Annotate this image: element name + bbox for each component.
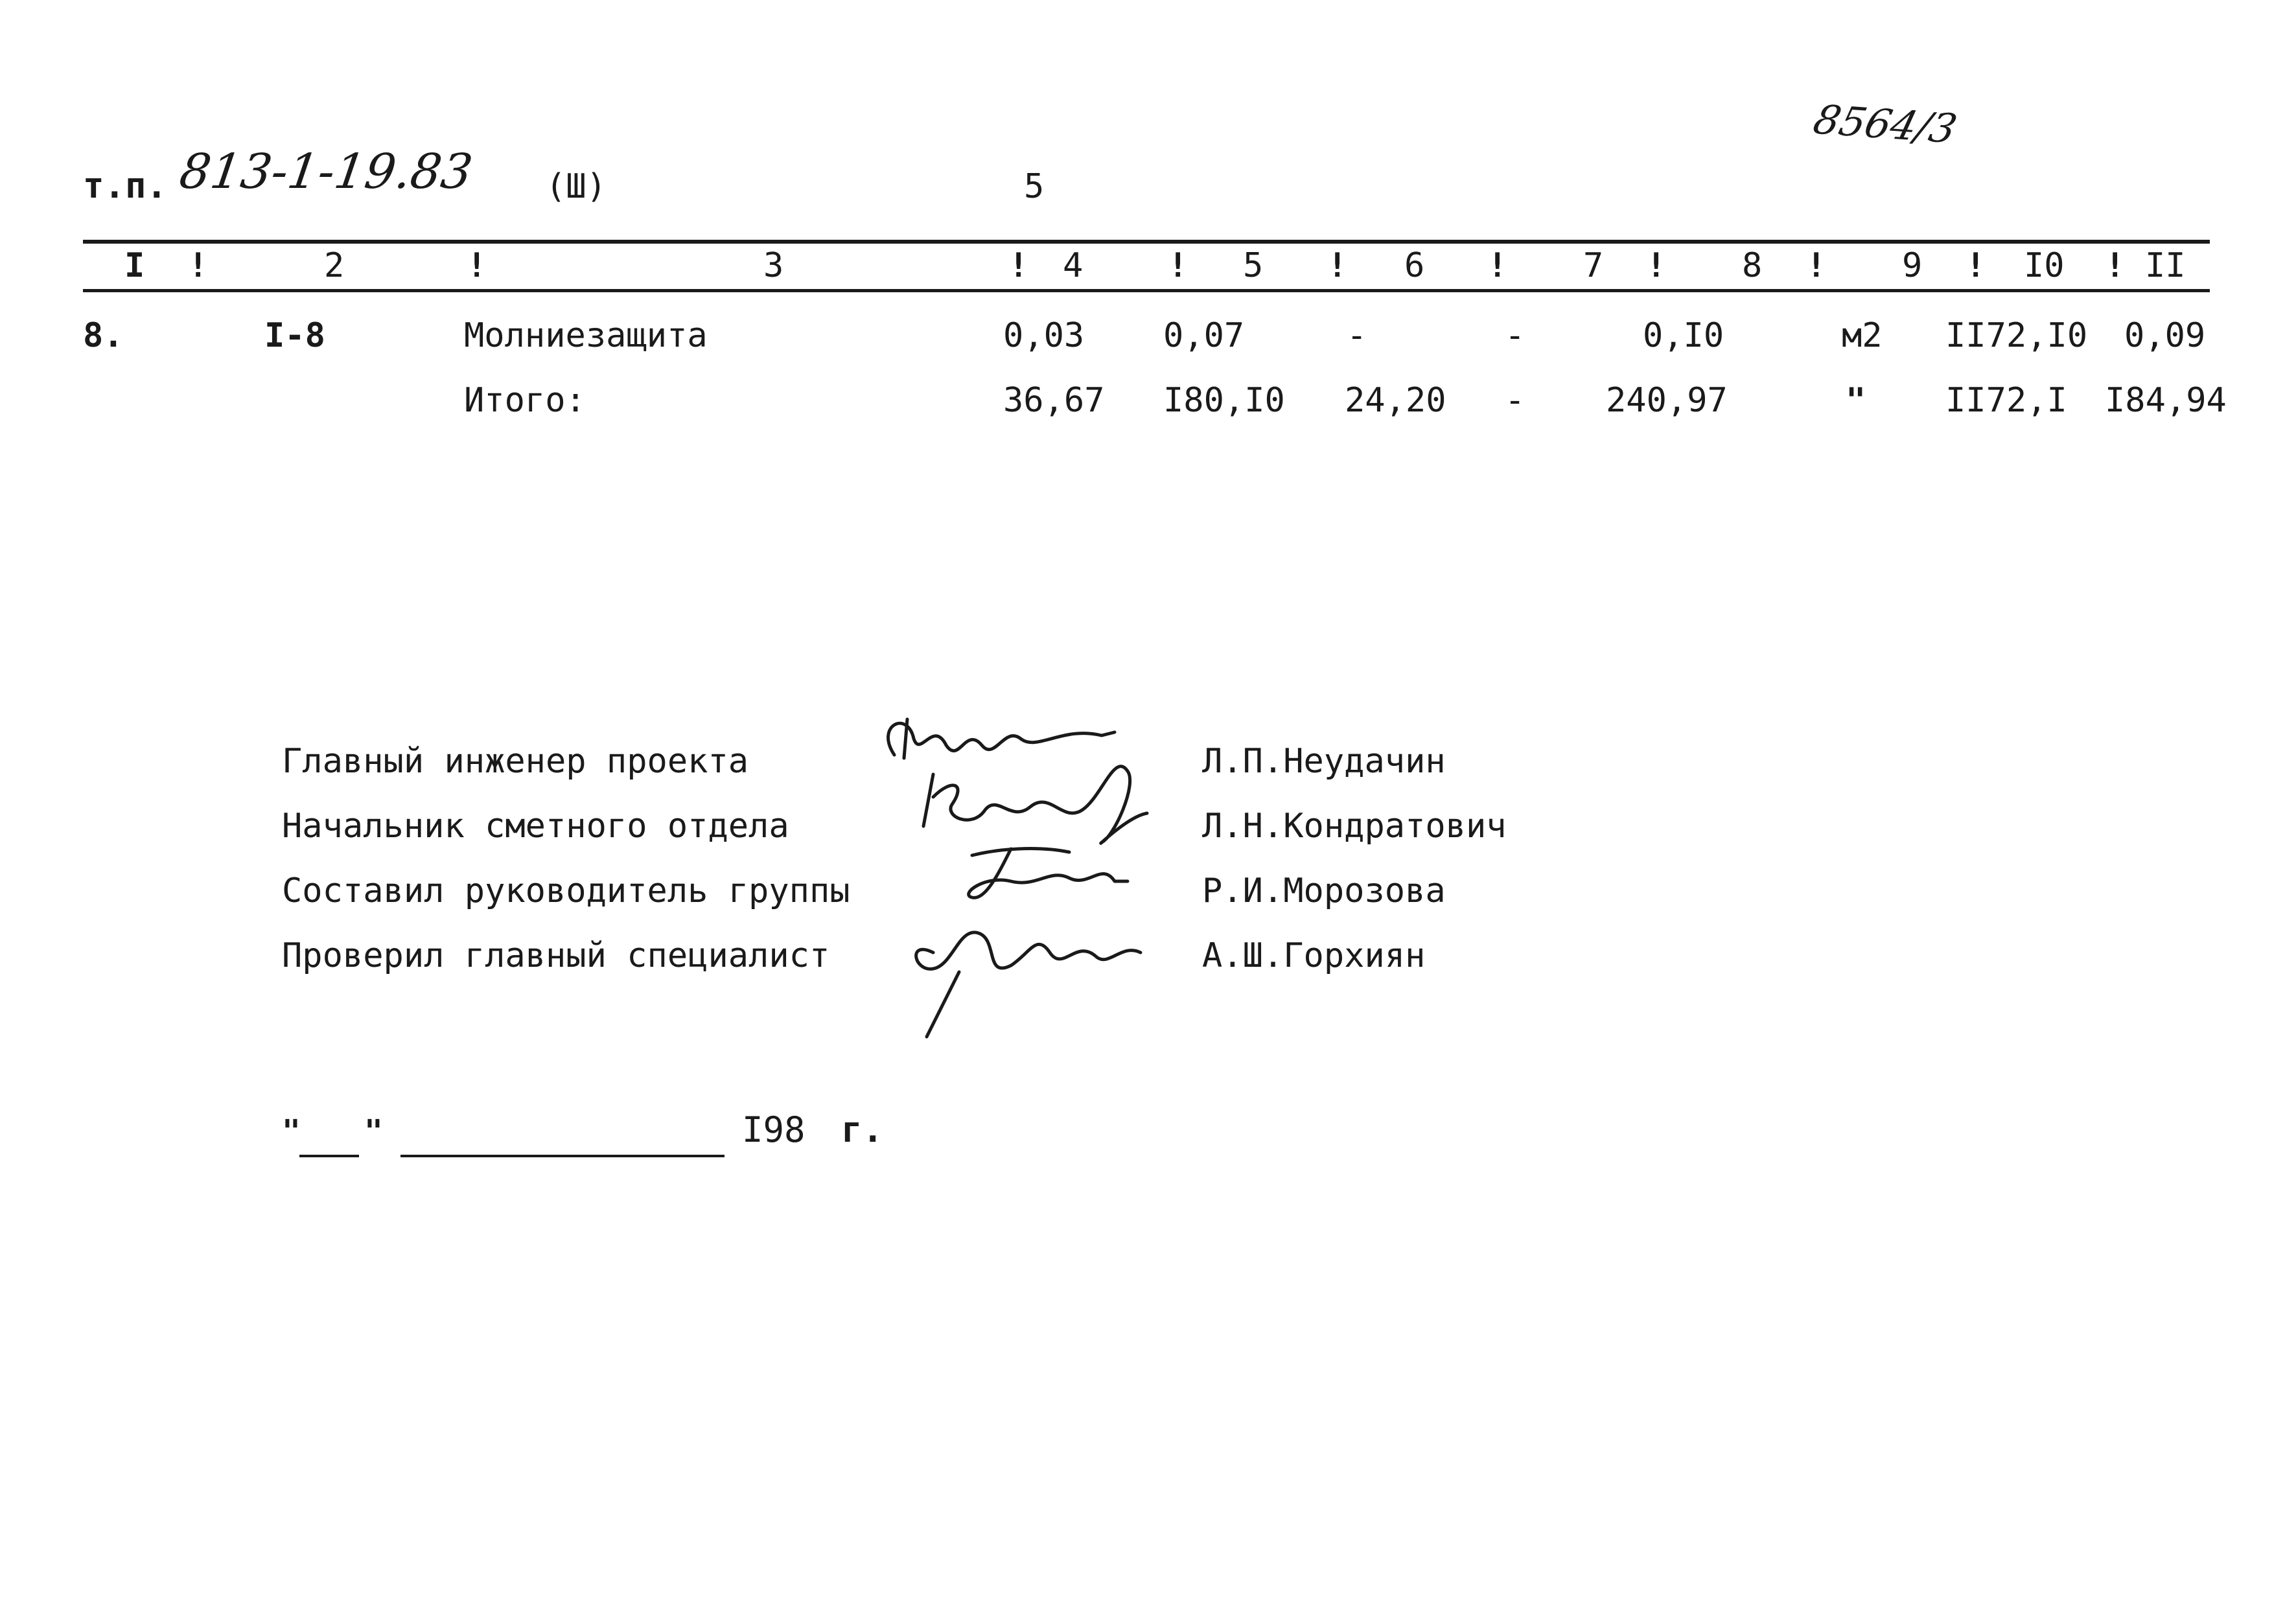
signature-name: А.Ш.Горхиян bbox=[1202, 936, 1426, 975]
date-open-quote: " bbox=[282, 1113, 301, 1150]
col-header-9: 9 bbox=[1902, 246, 1923, 285]
signature-role: Составил руководитель группы bbox=[282, 872, 850, 910]
table-cell: 0,03 bbox=[1003, 316, 1085, 355]
col-separator: ! bbox=[467, 246, 487, 285]
totals-label: Итого: bbox=[464, 381, 586, 420]
page-number: 5 bbox=[1024, 167, 1045, 206]
col-separator: ! bbox=[1646, 246, 1667, 285]
tp-number-handwritten: 813-1-19.83 bbox=[176, 144, 476, 200]
col-header-3: 3 bbox=[763, 246, 784, 285]
table-cell: 8. bbox=[83, 316, 124, 355]
table-cell: I80,I0 bbox=[1163, 381, 1285, 420]
table-cell: 0,09 bbox=[2124, 316, 2206, 355]
col-header-6: 6 bbox=[1404, 246, 1425, 285]
col-separator: ! bbox=[1806, 246, 1827, 285]
col-separator: ! bbox=[1487, 246, 1508, 285]
col-header-11: II bbox=[2145, 246, 2186, 285]
table-cell: - bbox=[1505, 316, 1525, 355]
table-cell: 0,07 bbox=[1163, 316, 1245, 355]
date-close-quote: " bbox=[364, 1113, 383, 1150]
col-header-8: 8 bbox=[1742, 246, 1763, 285]
table-cell: - bbox=[1505, 381, 1525, 420]
col-separator: ! bbox=[1168, 246, 1189, 285]
date-year-suffix: г. bbox=[841, 1109, 884, 1150]
col-separator: ! bbox=[188, 246, 209, 285]
table-cell: 36,67 bbox=[1003, 381, 1105, 420]
col-header-5: 5 bbox=[1243, 246, 1264, 285]
signature-name: Л.П.Неудачин bbox=[1202, 742, 1446, 781]
table-cell: " bbox=[1846, 381, 1866, 420]
table-cell: I84,94 bbox=[2105, 381, 2227, 420]
signature-name: Р.И.Морозова bbox=[1202, 872, 1446, 910]
col-separator: ! bbox=[2105, 246, 2126, 285]
date-year: I98 bbox=[742, 1109, 806, 1150]
col-separator: ! bbox=[1966, 246, 1986, 285]
table-cell: м2 bbox=[1842, 316, 1883, 355]
table-cell: 24,20 bbox=[1345, 381, 1446, 420]
table-cell: I-8 bbox=[264, 316, 325, 355]
col-header-4: 4 bbox=[1063, 246, 1084, 285]
tp-prefix: т.п. bbox=[83, 165, 168, 206]
table-cell: 0,I0 bbox=[1643, 316, 1724, 355]
table-cell: II72,I bbox=[1945, 381, 2067, 420]
signature-role: Проверил главный специалист bbox=[282, 936, 830, 975]
catalog-roman: (Ш) bbox=[546, 167, 607, 206]
col-header-7: 7 bbox=[1583, 246, 1604, 285]
table-cell: Молниезащита bbox=[464, 316, 708, 355]
archive-number-handwritten: 8564/3 bbox=[1809, 95, 1962, 153]
col-header-2: 2 bbox=[324, 246, 345, 285]
signature-role: Главный инженер проекта bbox=[282, 742, 749, 781]
col-separator: ! bbox=[1327, 246, 1348, 285]
col-header-10: I0 bbox=[2024, 246, 2065, 285]
table-cell: 240,97 bbox=[1606, 381, 1728, 420]
col-separator: ! bbox=[1008, 246, 1029, 285]
table-cell: - bbox=[1347, 316, 1367, 355]
signature-role: Начальник сметного отдела bbox=[282, 807, 789, 846]
table-cell: II72,I0 bbox=[1945, 316, 2088, 355]
date-day-blank bbox=[299, 1155, 359, 1157]
date-month-blank bbox=[400, 1155, 725, 1157]
signature-name: Л.Н.Кондратович bbox=[1202, 807, 1507, 846]
col-header-1: I bbox=[124, 246, 145, 285]
